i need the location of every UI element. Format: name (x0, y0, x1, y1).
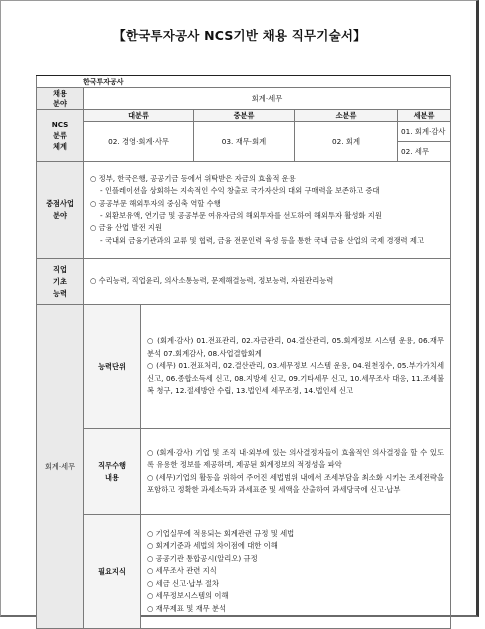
ability-unit-label: 능력단위 (84, 305, 141, 429)
basic-ability-row (37, 259, 451, 305)
mission-line-5: ○ 금융 산업 발전 지원 (90, 223, 163, 233)
job-field-label: 채용 분야 (37, 88, 84, 110)
ncs-value-row (37, 122, 451, 142)
job-field-row (37, 88, 451, 110)
duty-line-1: ○ (회계·감사) 기업 및 조직 내·외부에 있는 의사결정자들이 효율적인 의사결정을 할 수 있도록 유용한 정보를 제공하며, 제공된 회계정보의 적정성을 파악 (147, 447, 445, 470)
job-description-table (36, 75, 451, 629)
document-title: 【한국투자공사 NCS기반 채용 직무기술서】 (113, 28, 366, 43)
ncs-header-detail: 세분류 (398, 110, 451, 122)
mission-line-1: ○ 정부, 한국은행, 공공기금 등에서 위탁받은 자금의 효율적 운용 (90, 173, 296, 183)
knowledge-item: ○ 기업실무에 적용되는 회계관련 규정 및 세법 (147, 529, 295, 539)
ncs-major-value: 02. 경영·회계·사무 (84, 122, 194, 162)
ability-unit-content (141, 305, 451, 429)
knowledge-item: ○ 세금 신고·납부 절차 (147, 578, 220, 588)
knowledge-label: 필요지식 (84, 515, 141, 629)
ability-unit-line-2: ○ (세무) 01.전표처리, 02.결산관리, 03.세무정보 시스템 운용, 04.원천징수, 05.부가가치세 신고, 06.종합소득세 신고, 08.지방세 신고, 09.기타세무 신고, 10.세무조사 대응, 11.조세불복 청구, 12.절세방안 수립, 13.법인세 세무조정, 14.법인세 신고 (147, 361, 445, 396)
mission-row (37, 162, 451, 259)
duty-content (141, 429, 451, 515)
duty-label: 직무수행 내용 (84, 429, 141, 515)
ncs-detail-value-1: 01. 회계·감사 (398, 122, 451, 142)
basic-ability-content: ○ 수리능력, 직업윤리, 의사소통능력, 문제해결능력, 정보능력, 자원관리능력 (84, 259, 451, 305)
ncs-header-middle: 중분류 (194, 110, 295, 122)
ncs-detail-value-2: 02. 세무 (398, 142, 451, 162)
ncs-header-minor: 소분류 (295, 110, 398, 122)
ncs-minor-value: 02. 회계 (295, 122, 398, 162)
ncs-label: NCS 분류 체계 (37, 110, 84, 162)
ncs-header-row (37, 110, 451, 122)
org-row (37, 76, 451, 88)
knowledge-content (141, 515, 451, 629)
mission-line-6: - 국내외 금융기관과의 교류 및 협력, 금융 전문인력 육성 등을 통한 국내 금융 산업의 국제 경쟁력 제고 (100, 235, 425, 245)
mission-line-3: ○ 공공부문 해외투자의 중심축 역할 수행 (90, 198, 221, 208)
knowledge-item: ○ 세무정보시스템의 이해 (147, 591, 229, 601)
job-field-value: 회계·세무 (84, 88, 451, 110)
knowledge-item: ○ 공공기관 통합공시(알리오) 규정 (147, 553, 258, 563)
basic-ability-label: 직업 기초 능력 (37, 259, 84, 305)
mission-label: 중점사업 분야 (37, 162, 84, 259)
duty-line-2: ○ (세무)기업의 활동을 위하여 주어진 세법범위 내에서 조세부담을 최소화 시키는 조세전략을 포함하고 정확한 과세소득과 과세표준 및 세액을 산출하여 과세당국에 신고·납부 (147, 472, 445, 494)
mission-line-2: - 인플레이션을 상회하는 지속적인 수익 창출로 국가자산의 대외 구매력을 보존하고 증대 (100, 186, 380, 196)
knowledge-item: ○ 세무조사 관련 지식 (147, 566, 217, 576)
ncs-middle-value: 03. 재무·회계 (194, 122, 295, 162)
org-name: 한국투자공사 (37, 76, 451, 88)
ncs-header-major: 대분류 (84, 110, 194, 122)
knowledge-item: ○ 재무제표 및 재무 분석 (147, 603, 227, 613)
mission-content (84, 162, 451, 259)
knowledge-row (37, 515, 451, 629)
knowledge-item: ○ 회계기준과 세법의 차이점에 대한 이해 (147, 541, 278, 551)
duty-row (37, 429, 451, 515)
mission-line-4: - 외환보유액, 연기금 및 공공부문 여유자금의 해외투자를 선도하여 해외투자 활성화 지원 (100, 211, 382, 220)
ability-unit-row (37, 305, 451, 429)
ability-unit-line-1: ○ (회계·감사) 01.전표관리, 02.자금관리, 04.결산관리, 05.회계정보 시스템 운용, 06.재무분석 07.회계감사, 08.사업결합회계 (147, 336, 445, 358)
detail-label: 회계·세무 (37, 305, 84, 629)
